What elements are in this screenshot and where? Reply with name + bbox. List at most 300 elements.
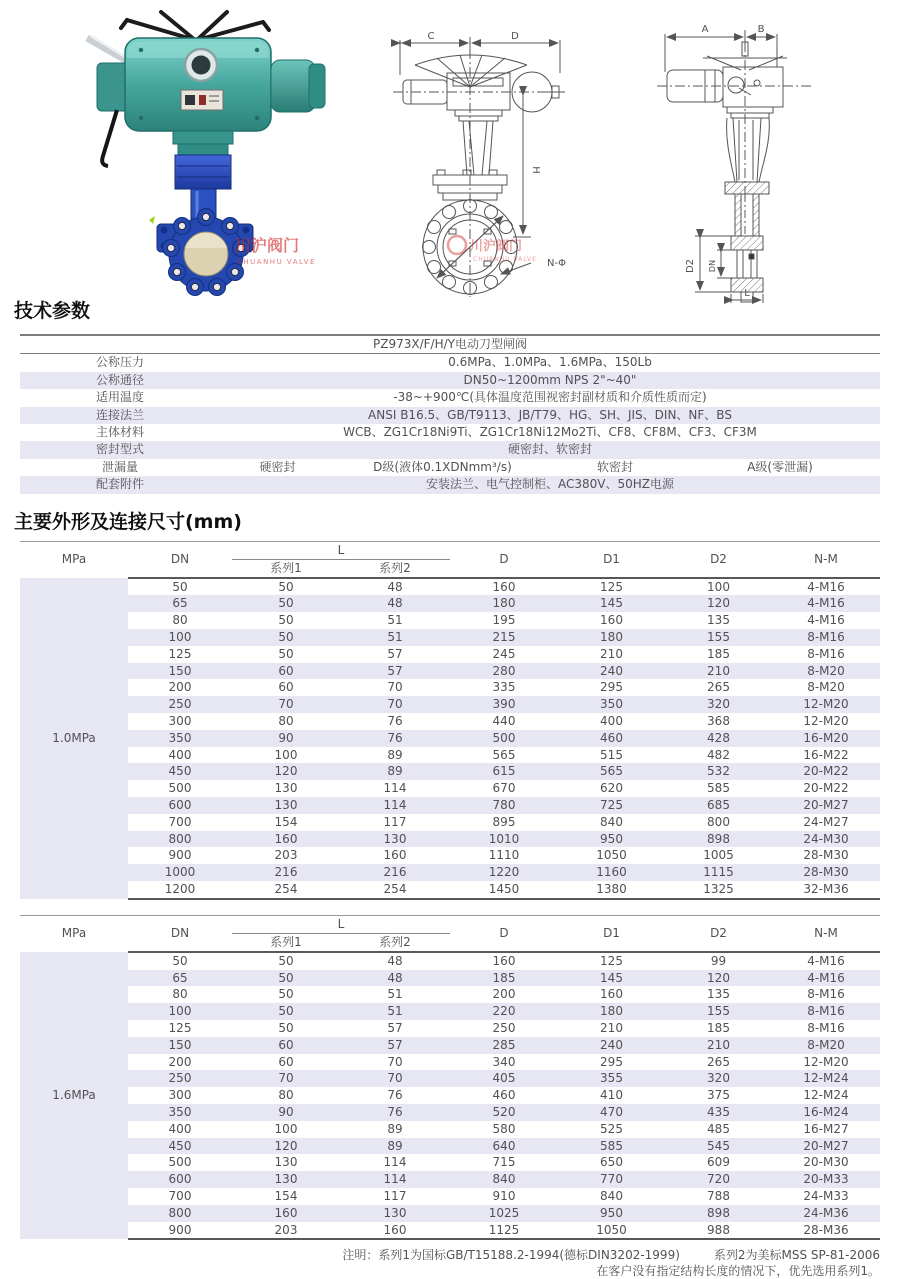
dimension-cell: 70 — [232, 1070, 340, 1087]
dimension-cell: 500 — [168, 1155, 192, 1170]
dimension-cell: 220 — [450, 1003, 558, 1020]
dimension-body-1-6mpa — [20, 952, 880, 1240]
dimension-cell: 400 — [600, 714, 623, 729]
dimension-cell: 76 — [387, 1088, 403, 1103]
declutch-lever — [102, 110, 117, 166]
dimension-cell: 200 — [168, 680, 192, 695]
dimension-row — [20, 831, 880, 848]
dimension-cell: 70 — [340, 696, 450, 713]
dimension-cell: 20-M27 — [772, 1138, 880, 1155]
dimension-cell: 368 — [707, 714, 730, 729]
dimension-cell: 355 — [558, 1070, 665, 1087]
dimension-cell: 48 — [387, 953, 403, 968]
dimension-cell: 525 — [600, 1121, 623, 1136]
dimension-cell: 1325 — [665, 881, 772, 899]
dimension-cell: 565 — [558, 763, 665, 780]
dimension-cell: 117 — [383, 814, 407, 829]
dimension-cell: 114 — [340, 1171, 450, 1188]
dimension-cell: 145 — [558, 970, 665, 987]
dim-label-l: L — [744, 288, 750, 299]
dimension-cell: 114 — [383, 781, 407, 796]
dimension-cell: 50 — [278, 579, 294, 594]
dimension-cell: 51 — [340, 1003, 450, 1020]
dimension-cell: 1200 — [128, 881, 232, 899]
dim-label-d2: D2 — [685, 258, 696, 274]
dimension-cell: 1380 — [558, 881, 665, 899]
green-mark — [149, 216, 155, 224]
dimension-row — [20, 847, 880, 864]
dimension-cell: 390 — [450, 696, 558, 713]
dimension-cell: 285 — [450, 1037, 558, 1054]
dimension-row — [20, 595, 880, 612]
dimension-cell: 48 — [340, 970, 450, 987]
dimension-cell: 640 — [450, 1138, 558, 1155]
dim-label-d: D — [511, 31, 519, 42]
dimension-cell: 1005 — [703, 848, 734, 863]
tech-param-row — [20, 424, 880, 441]
dimension-cell: 50 — [278, 1020, 294, 1035]
dimension-cell: 125 — [168, 646, 192, 661]
dimension-row — [20, 1121, 880, 1138]
dimension-cell: 160 — [600, 613, 623, 628]
dimension-row — [20, 1104, 880, 1121]
dimension-row — [20, 1138, 880, 1155]
dimension-cell: 895 — [492, 814, 516, 829]
header-dn: DN — [128, 541, 232, 578]
tech-param-row — [20, 372, 880, 389]
param-label: 主体材料 — [95, 425, 144, 440]
dimension-cell: 988 — [665, 1222, 772, 1240]
dimension-cell: 76 — [340, 1104, 450, 1121]
dimension-cell: 840 — [600, 814, 623, 829]
dimension-cell: 450 — [128, 763, 232, 780]
dimension-cell: 482 — [707, 747, 730, 762]
accessories-row — [20, 476, 880, 493]
dimension-cell: 50 — [172, 953, 188, 968]
dimension-row — [20, 970, 880, 987]
dimension-cell: 20-M22 — [772, 763, 880, 780]
dimension-cell: 125 — [600, 579, 623, 594]
dimension-cell: 48 — [387, 579, 403, 594]
dimension-cell: 114 — [383, 1155, 407, 1170]
header-series1: 系列1 — [232, 559, 340, 578]
dimension-cell: 57 — [387, 1020, 403, 1035]
dimension-cell: 130 — [232, 1171, 340, 1188]
dimension-cell: 410 — [600, 1088, 623, 1103]
dimension-cell: 350 — [558, 696, 665, 713]
dimension-cell: 500 — [450, 730, 558, 747]
dimension-cell: 12-M20 — [803, 1054, 849, 1069]
dimension-cell: 685 — [665, 797, 772, 814]
dimension-cell: 245 — [492, 646, 516, 661]
dimension-cell: 89 — [387, 747, 403, 762]
dimension-cell: 50 — [278, 987, 294, 1002]
dimension-cell: 203 — [232, 1222, 340, 1240]
dimension-cell: 57 — [340, 1037, 450, 1054]
dimension-cell: 76 — [387, 714, 403, 729]
dimension-cell: 770 — [558, 1171, 665, 1188]
header-d2: D2 — [665, 915, 772, 952]
pressure-class-cell: 1.0MPa — [20, 578, 128, 899]
dimension-cell: 24-M30 — [772, 831, 880, 848]
dimension-row — [20, 1087, 880, 1104]
indicator-window-glass — [192, 56, 211, 75]
dimension-cell: 145 — [558, 595, 665, 612]
dimension-cell: 65 — [128, 595, 232, 612]
dimension-cell: 1000 — [128, 864, 232, 881]
dimension-cell: 700 — [168, 814, 192, 829]
header-series1: 系列1 — [232, 933, 340, 952]
dimension-cell: 100 — [128, 1003, 232, 1020]
dimension-cell: 450 — [128, 1138, 232, 1155]
dimension-cell: 50 — [278, 646, 294, 661]
param-value: 安装法兰、电气控制柜、AC380V、50HZ电源 — [425, 477, 674, 492]
dimension-cell: 20-M33 — [772, 1171, 880, 1188]
dimension-cell: 80 — [172, 613, 188, 628]
dimension-cell: 155 — [665, 1003, 772, 1020]
dimension-row — [20, 1154, 880, 1171]
param-label: 公称压力 — [95, 355, 144, 370]
motor-cylinder — [271, 60, 315, 112]
header-d: D — [450, 915, 558, 952]
dimension-cell: 532 — [665, 763, 772, 780]
dimension-row — [20, 780, 880, 797]
dimension-cell: 16-M20 — [772, 730, 880, 747]
dimension-row — [20, 881, 880, 899]
dimension-cell: 4-M16 — [772, 595, 880, 612]
dimension-cell: 4-M16 — [772, 970, 880, 987]
dimension-cell: 265 — [707, 680, 730, 695]
dimension-cell: 51 — [340, 629, 450, 646]
dimension-cell: 715 — [492, 1155, 516, 1170]
header-d: D — [450, 541, 558, 578]
header-nm: N-M — [772, 915, 880, 952]
dimension-cell: 1110 — [488, 848, 520, 863]
footnote-line2: 在客户没有指定结构长度的情况下，优先选用系列1。 — [596, 1264, 880, 1279]
dimension-cell: 800 — [128, 831, 232, 848]
dimension-row — [20, 747, 880, 764]
dimension-cell: 130 — [340, 831, 450, 848]
dimension-cell: 24-M36 — [772, 1205, 880, 1222]
handwheel-top — [121, 12, 269, 40]
dimension-cell: 254 — [232, 881, 340, 899]
dimension-cell: 8-M20 — [807, 680, 845, 695]
dimension-cell: 8-M16 — [772, 629, 880, 646]
dimension-row — [20, 1037, 880, 1054]
dim-label-dn: DN — [708, 259, 717, 273]
dimension-cell: 1125 — [450, 1222, 558, 1240]
actuator-neck — [173, 131, 233, 144]
dimension-cell: 90 — [232, 730, 340, 747]
dimension-cell: 240 — [558, 1037, 665, 1054]
dimension-cell: 320 — [665, 696, 772, 713]
dimension-cell: 440 — [492, 714, 516, 729]
pressure-class-cell: 1.6MPa — [20, 952, 128, 1240]
dimension-cell: 780 — [450, 797, 558, 814]
dimension-cell: 400 — [168, 1121, 192, 1136]
dimension-cell: 485 — [707, 1121, 730, 1136]
header-d2: D2 — [665, 541, 772, 578]
dimension-cell: 1220 — [450, 864, 558, 881]
dim-label-c: C — [427, 31, 435, 42]
dimension-cell: 335 — [492, 680, 516, 695]
dimension-cell: 160 — [340, 1222, 450, 1240]
header-l: L — [232, 541, 450, 559]
dimension-cell: 1115 — [665, 864, 772, 881]
dimension-cell: 8-M16 — [807, 646, 845, 661]
svg-text:川沪阀门: 川沪阀门 — [470, 239, 523, 254]
dimension-cell: 114 — [340, 797, 450, 814]
dimension-cell: 428 — [665, 730, 772, 747]
header-d1: D1 — [558, 915, 665, 952]
dimension-row — [20, 797, 880, 814]
dimension-cell: 57 — [340, 663, 450, 680]
dimension-cell: 195 — [492, 613, 516, 628]
dimension-cell: 50 — [232, 595, 340, 612]
header-d1: D1 — [558, 541, 665, 578]
dimension-cell: 125 — [168, 1020, 192, 1035]
dimension-cell: 28-M36 — [772, 1222, 880, 1240]
footnote-standard-1: 注明：系列1为国标GB/T15188.2-1994(德标DIN3202-1999) — [342, 1248, 680, 1263]
dimension-cell: 200 — [492, 987, 516, 1002]
tech-param-row — [20, 354, 880, 372]
dimension-cell: 180 — [558, 1003, 665, 1020]
dimension-cell: 1050 — [596, 848, 627, 863]
tech-params-table — [20, 334, 880, 494]
param-value: DN50~1200mm NPS 2"~40" — [463, 372, 637, 387]
dimension-cell: 254 — [340, 881, 450, 899]
dimension-cell: 1010 — [450, 831, 558, 848]
dimension-cell: 4-M16 — [807, 953, 845, 968]
dimension-cell: 154 — [274, 1188, 298, 1203]
dimension-cell: 405 — [450, 1070, 558, 1087]
dimension-cell: 51 — [387, 987, 403, 1002]
dimension-cell: 898 — [665, 831, 772, 848]
dimension-cell: 60 — [278, 1054, 294, 1069]
dimension-cell: 150 — [128, 663, 232, 680]
dimension-cell: 130 — [232, 797, 340, 814]
dimension-row — [20, 1222, 880, 1240]
dimension-cell: 135 — [707, 987, 730, 1002]
dimension-cell: 99 — [710, 953, 727, 968]
dimension-cell: 50 — [232, 1003, 340, 1020]
dimension-cell: 100 — [707, 579, 730, 594]
dimension-row — [20, 646, 880, 663]
dimension-cell: 160 — [492, 579, 516, 594]
dimension-cell: 12-M20 — [803, 714, 849, 729]
dimension-row — [20, 578, 880, 596]
dimension-cell: 250 — [128, 1070, 232, 1087]
footnote — [20, 1247, 880, 1279]
dimension-row — [20, 1003, 880, 1020]
dimension-cell: 130 — [274, 1155, 298, 1170]
dimension-cell: 28-M30 — [772, 864, 880, 881]
dimension-cell: 20-M27 — [772, 797, 880, 814]
dimension-cell: 12-M24 — [803, 1088, 849, 1103]
dimension-cell: 50 — [172, 579, 188, 594]
dimension-cell: 545 — [665, 1138, 772, 1155]
dimension-cell: 89 — [387, 1121, 403, 1136]
dimension-body-1-0mpa — [20, 578, 880, 899]
dimension-cell: 185 — [707, 646, 730, 661]
dimension-cell: 250 — [128, 696, 232, 713]
model-header-row — [20, 335, 880, 354]
actuator-side-box — [97, 63, 129, 111]
dimension-cell: 1050 — [558, 1222, 665, 1240]
dimension-cell: 16-M27 — [803, 1121, 849, 1136]
dimension-cell: 300 — [168, 1088, 192, 1103]
dimension-row — [20, 1070, 880, 1087]
dimension-cell: 154 — [274, 814, 298, 829]
dimension-cell: 340 — [492, 1054, 516, 1069]
dimension-row — [20, 629, 880, 646]
header-series2: 系列2 — [340, 933, 450, 952]
tech-param-row — [20, 407, 880, 424]
dimension-cell: 800 — [707, 814, 730, 829]
dimension-cell: 460 — [492, 1088, 516, 1103]
dimension-cell: 60 — [278, 680, 294, 695]
dimension-row — [20, 814, 880, 831]
header-dn: DN — [128, 915, 232, 952]
footnote-line1 — [20, 1247, 880, 1263]
dimension-cell: 100 — [128, 629, 232, 646]
dimension-cell: 100 — [274, 747, 298, 762]
dimension-cell: 70 — [387, 680, 403, 695]
dimension-cell: 216 — [340, 864, 450, 881]
front-view-drawing — [385, 15, 580, 300]
dimension-row — [20, 986, 880, 1003]
dimension-cell: 375 — [707, 1088, 730, 1103]
dimension-cell: 117 — [383, 1188, 407, 1203]
dimension-cell: 57 — [387, 646, 403, 661]
dimension-row — [20, 679, 880, 696]
header-nm: N-M — [772, 541, 880, 578]
leakage-soft-seal-label: 软密封 — [596, 459, 633, 474]
dimension-cell: 4-M16 — [807, 579, 845, 594]
dimension-cell: 840 — [450, 1171, 558, 1188]
dimension-cell: 350 — [128, 1104, 232, 1121]
dimension-cell: 50 — [278, 613, 294, 628]
dimension-row — [20, 763, 880, 780]
dim-label-h: H — [530, 166, 541, 174]
dimension-cell: 515 — [600, 747, 623, 762]
dimension-cell: 200 — [168, 1054, 192, 1069]
dimension-cell: 120 — [232, 1138, 340, 1155]
dimension-cell: 180 — [558, 629, 665, 646]
param-value: -38~+900℃(具体温度范围视密封副材质和介质性质而定) — [393, 390, 707, 405]
dimension-table-1-0mpa — [20, 541, 880, 900]
dimension-row — [20, 663, 880, 680]
dimension-row — [20, 1020, 880, 1037]
dimension-cell: 185 — [707, 1020, 730, 1035]
dimension-cell: 840 — [600, 1188, 623, 1203]
dimension-row — [20, 713, 880, 730]
dimension-cell: 160 — [383, 848, 407, 863]
dimension-cell: 670 — [492, 781, 516, 796]
param-label: 公称通径 — [95, 372, 144, 387]
dimension-cell: 800 — [128, 1205, 232, 1222]
dimension-cell: 12-M24 — [772, 1070, 880, 1087]
dimension-cell: 620 — [600, 781, 623, 796]
leakage-hard-seal-label: 硬密封 — [259, 459, 296, 474]
dimension-cell: 600 — [128, 797, 232, 814]
dimension-cell: 50 — [232, 970, 340, 987]
dimension-cell: 16-M22 — [803, 747, 849, 762]
dimension-cell: 580 — [492, 1121, 516, 1136]
dim-label-n-phi: N-Φ — [547, 258, 566, 269]
dimension-cell: 203 — [274, 848, 298, 863]
watermark — [235, 236, 316, 266]
param-value: 硬密封、软密封 — [507, 442, 592, 457]
side-view-drawing — [645, 12, 840, 304]
dimension-cell: 100 — [274, 1121, 298, 1136]
dimension-row — [20, 696, 880, 713]
param-label: 适用温度 — [95, 390, 144, 405]
dimension-cell: 80 — [278, 714, 294, 729]
dimension-cell: 24-M27 — [803, 814, 849, 829]
dimension-cell: 1025 — [450, 1205, 558, 1222]
figures-row — [0, 0, 900, 298]
svg-text:CHUANHU VALVE: CHUANHU VALVE — [237, 258, 316, 266]
dimension-cell: 210 — [600, 1020, 623, 1035]
header-mpa: MPa — [20, 915, 128, 952]
motor-cylinder-cap — [309, 64, 325, 108]
tech-param-row — [20, 441, 880, 458]
dimension-cell: 20-M30 — [803, 1155, 849, 1170]
dimension-cell: 130 — [274, 781, 298, 796]
dimension-cell: 470 — [558, 1104, 665, 1121]
leakage-hard-seal-value: D级(液体0.1XDNmm³/s) — [373, 459, 512, 474]
dimension-cell: 460 — [558, 730, 665, 747]
dimension-cell: 50 — [232, 629, 340, 646]
nameplate-mark — [185, 95, 195, 105]
dimension-cell: 1160 — [558, 864, 665, 881]
dimension-cell: 520 — [450, 1104, 558, 1121]
dimension-cell: 160 — [600, 987, 623, 1002]
leakage-row — [20, 459, 880, 476]
actuator-neck-lower — [178, 144, 228, 155]
dim-label-a: A — [701, 24, 709, 35]
dimension-cell: 120 — [232, 763, 340, 780]
dimension-cell: 295 — [600, 1054, 623, 1069]
dimension-cell: 130 — [340, 1205, 450, 1222]
dimension-cell: 185 — [450, 970, 558, 987]
dimension-cell: 8-M20 — [772, 663, 880, 680]
dimension-cell: 89 — [340, 1138, 450, 1155]
dimension-cell: 70 — [387, 1054, 403, 1069]
dimension-cell: 8-M16 — [807, 987, 845, 1002]
param-label: 泄漏量 — [101, 459, 138, 474]
dimension-cell: 585 — [707, 781, 730, 796]
dimension-cell: 910 — [492, 1188, 516, 1203]
dimension-row — [20, 612, 880, 629]
dim-label-b: B — [757, 24, 765, 35]
dimension-cell: 950 — [558, 1205, 665, 1222]
dimension-cell: 160 — [232, 831, 340, 848]
dimension-cell: 70 — [232, 696, 340, 713]
dimension-cell: 210 — [665, 663, 772, 680]
dimension-cell: 125 — [600, 953, 623, 968]
dimension-cell: 240 — [558, 663, 665, 680]
dimension-row — [20, 1054, 880, 1071]
dimension-cell: 720 — [665, 1171, 772, 1188]
dimension-cell: 500 — [168, 781, 192, 796]
dimension-cell: 60 — [232, 1037, 340, 1054]
dimension-cell: 8-M16 — [807, 1020, 845, 1035]
dimension-cell: 16-M24 — [772, 1104, 880, 1121]
dimension-table-1-6mpa — [20, 915, 880, 1241]
dimension-cell: 80 — [172, 987, 188, 1002]
